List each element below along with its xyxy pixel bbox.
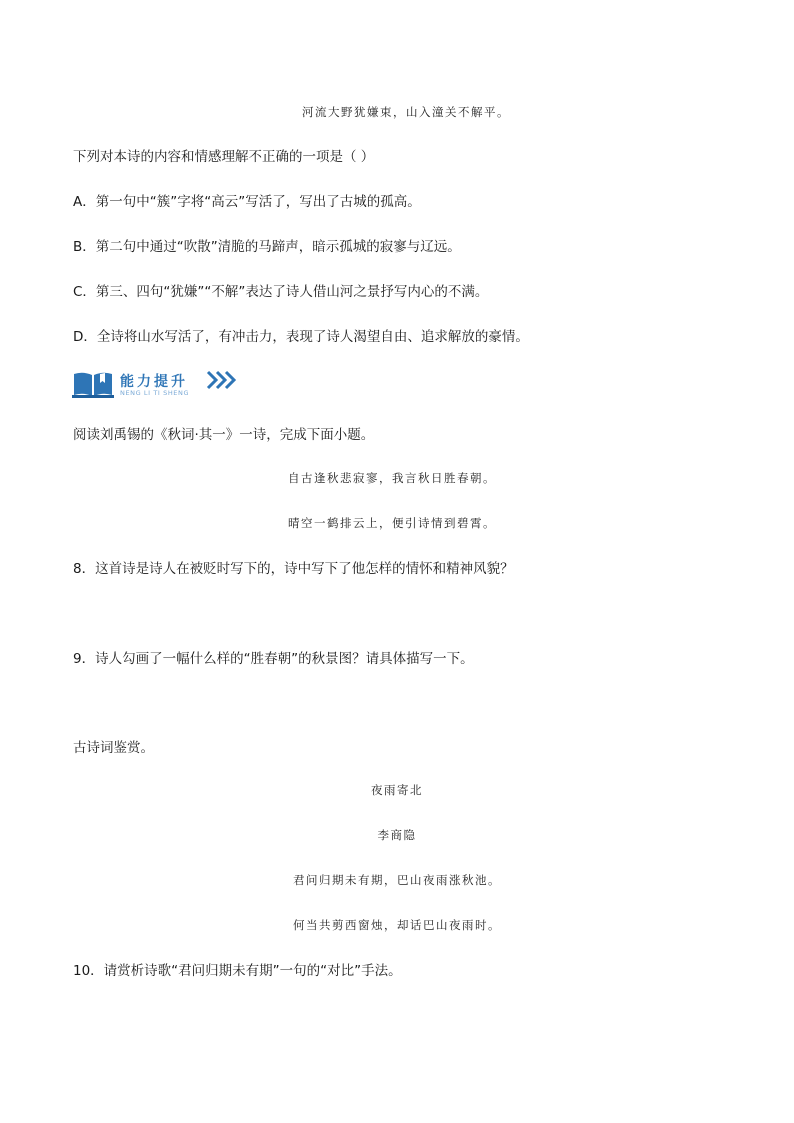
reading2-poem-author: 李商隐 [377, 828, 417, 842]
section-banner [72, 368, 242, 400]
reading1-poem-line-1: 自古逢秋悲寂寥，我言秋日胜春朝。 [288, 471, 496, 485]
question10: 10．请赏析诗歌“君问归期未有期”一句的“对比”手法。 [73, 963, 402, 979]
reading2-intro: 古诗词鉴赏。 [73, 740, 154, 756]
question7-option-c: C．第三、四句“犹嫌”“不解”表达了诗人借山河之景抒写内心的不满。 [73, 284, 489, 300]
reading2-poem-line-1: 君问归期未有期，巴山夜雨涨秋池。 [293, 873, 501, 887]
open-book-icon [72, 370, 114, 398]
reading1-poem-line-2: 晴空一鹤排云上，便引诗情到碧霄。 [288, 516, 496, 530]
reading1-intro: 阅读刘禹锡的《秋词·其一》一诗，完成下面小题。 [73, 427, 375, 443]
banner-title: 能力提升 [120, 374, 188, 390]
question8: 8．这首诗是诗人在被贬时写下的，诗中写下了他怎样的情怀和精神风貌？ [73, 561, 514, 577]
reading2-poem-title: 夜雨寄北 [371, 783, 423, 797]
question7-stem: 下列对本诗的内容和情感理解不正确的一项是（ ） [73, 149, 375, 165]
reading2-poem-line-2: 何当共剪西窗烛，却话巴山夜雨时。 [293, 918, 501, 932]
poem1-line: 河流大野犹嫌束，山入潼关不解平。 [302, 105, 510, 119]
question7-option-b: B．第二句中通过“吹散”清脆的马蹄声，暗示孤城的寂寥与辽远。 [73, 239, 461, 255]
question7-option-a: A．第一句中“簇”字将“高云”写活了，写出了古城的孤高。 [73, 194, 421, 210]
banner-subtitle: NENG LI TI SHENG [120, 389, 190, 397]
chevrons-right-icon [206, 370, 238, 390]
question9: 9．诗人勾画了一幅什么样的“胜春朝”的秋景图？请具体描写一下。 [73, 651, 474, 667]
question7-option-d: D．全诗将山水写活了，有冲击力，表现了诗人渴望自由、追求解放的豪情。 [73, 329, 529, 345]
